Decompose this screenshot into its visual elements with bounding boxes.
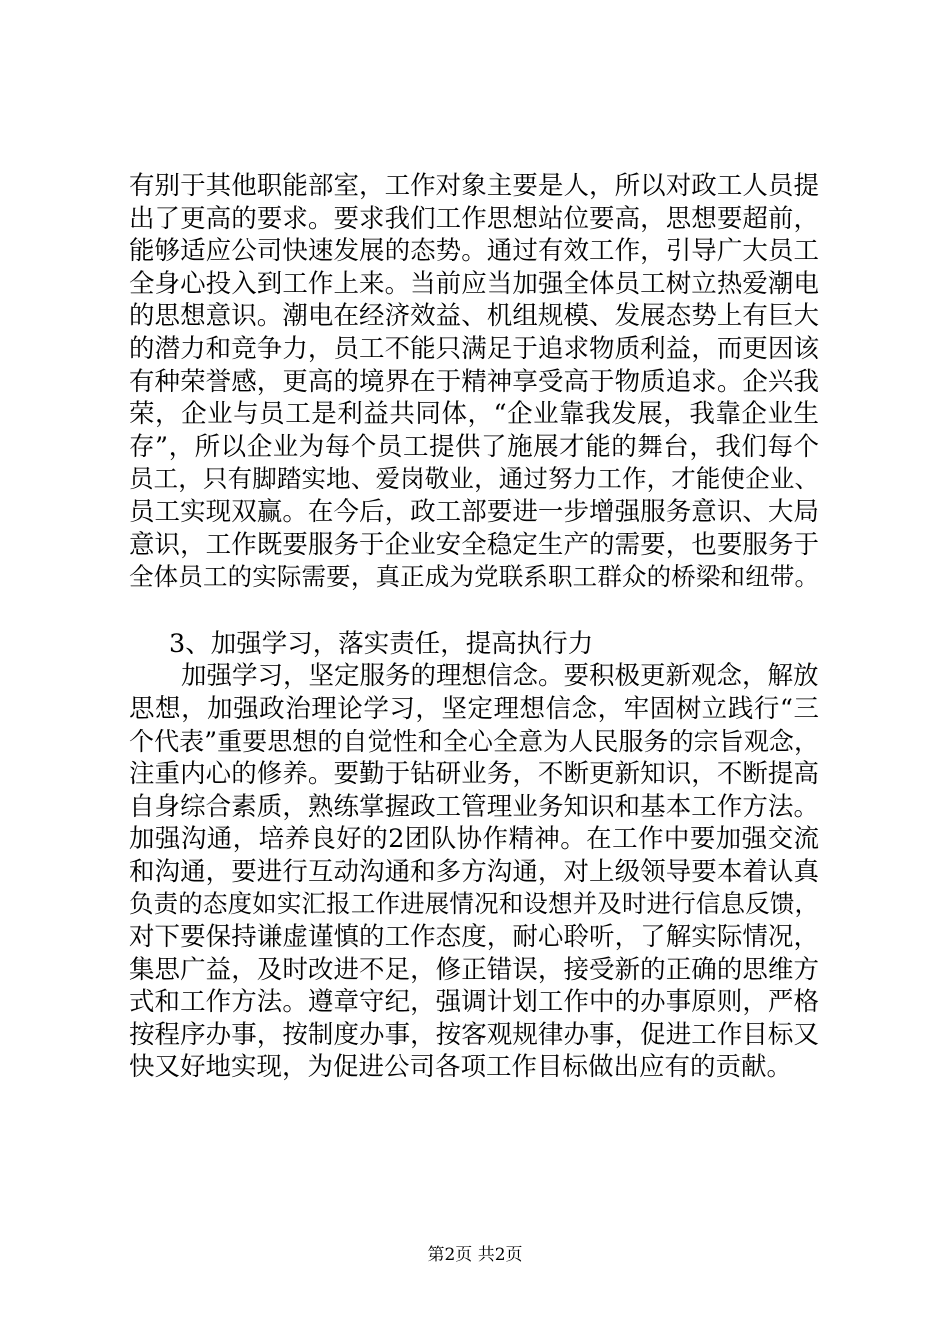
text-line: 和沟通，要进行互动沟通和多方沟通，对上级领导要本着认真 bbox=[129, 856, 819, 887]
text-line: 存”，所以企业为每个员工提供了施展才能的舞台，我们每个 bbox=[129, 431, 819, 462]
text-line: 式和工作方法。遵章守纪，强调计划工作中的办事原则，严格 bbox=[129, 987, 819, 1018]
text-line: 的潜力和竞争力，员工不能只满足于追求物质利益，而更因该 bbox=[129, 333, 819, 364]
text-line: 的思想意识。潮电在经济效益、机组规模、发展态势上有巨大 bbox=[129, 301, 819, 332]
paragraph-1 bbox=[129, 170, 819, 594]
text-line: 负责的态度如实汇报工作进展情况和设想并及时进行信息反馈， bbox=[129, 889, 819, 919]
text-line: 员工，只有脚踏实地、爱岗敬业，通过努力工作，才能使企业、 bbox=[129, 464, 819, 494]
text-line: 加强学习，坚定服务的理想信念。要积极更新观念，解放 bbox=[181, 661, 819, 692]
text-line: 有别于其他职能部室，工作对象主要是人，所以对政工人员提 bbox=[129, 171, 819, 201]
text-line: 加强沟通，培养良好的2团队协作精神。在工作中要加强交流 bbox=[129, 824, 819, 855]
paragraph-spacer bbox=[129, 594, 819, 628]
text-line: 按程序办事，按制度办事，按客观规律办事，促进工作目标又 bbox=[129, 1019, 819, 1050]
text-line: 意识，工作既要服务于企业安全稳定生产的需要，也要服务于 bbox=[129, 529, 819, 560]
text-line: 对下要保持谦虚谨慎的工作态度，耐心聆听，了解实际情况， bbox=[129, 922, 819, 953]
paragraph-2 bbox=[129, 660, 819, 1084]
text-line: 有种荣誉感，更高的境界在于精神享受高于物质追求。企兴我 bbox=[129, 366, 819, 397]
text-line: 快又好地实现，为促进公司各项工作目标做出应有的贡献。 bbox=[129, 1052, 793, 1083]
text-line: 个代表”重要思想的自觉性和全心全意为人民服务的宗旨观念， bbox=[129, 726, 819, 756]
text-line: 注重内心的修养。要勤于钻研业务，不断更新知识，不断提高 bbox=[129, 759, 819, 790]
text-line: 能够适应公司快速发展的态势。通过有效工作，引导广大员工 bbox=[129, 236, 819, 267]
text-line: 自身综合素质，熟练掌握政工管理业务知识和基本工作方法。 bbox=[129, 791, 819, 822]
text-line: 思想，加强政治理论学习，坚定理想信念，牢固树立践行“三 bbox=[129, 693, 819, 724]
text-line: 荣，企业与员工是利益共同体，“企业靠我发展，我靠企业生 bbox=[129, 399, 819, 430]
text-line: 全体员工的实际需要，真正成为党联系职工群众的桥梁和纽带。 bbox=[129, 562, 819, 592]
page-footer: 第2页 共2页 bbox=[427, 1245, 523, 1265]
section-heading: 3、加强学习，落实责任，提高执行力 bbox=[169, 628, 594, 659]
text-line: 全身心投入到工作上来。当前应当加强全体员工树立热爱潮电 bbox=[129, 268, 819, 299]
document-body bbox=[129, 170, 819, 1084]
text-line: 员工实现双赢。在今后，政工部要进一步增强服务意识、大局 bbox=[129, 496, 819, 527]
text-line: 出了更高的要求。要求我们工作思想站位要高，思想要超前， bbox=[129, 203, 819, 234]
text-line: 集思广益，及时改进不足，修正错误，接受新的正确的思维方 bbox=[129, 954, 819, 985]
